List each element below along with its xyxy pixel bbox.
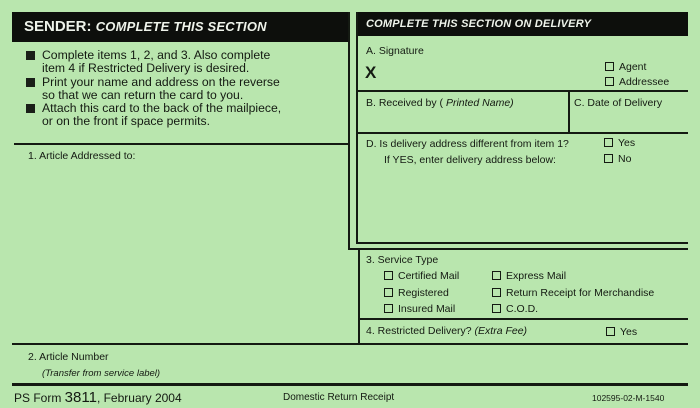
received-by-italic: Printed Name)	[443, 97, 514, 109]
different-address-label: D. Is delivery address different from item 1?	[366, 138, 569, 150]
border	[356, 242, 688, 244]
checkbox-icon	[605, 77, 614, 86]
received-by-field[interactable]	[362, 112, 562, 130]
divider	[358, 90, 688, 92]
divider	[14, 143, 350, 145]
instruction-text: or on the front if space permits.	[42, 114, 210, 129]
article-number-sub: (Transfer from service label)	[42, 368, 161, 379]
instruction-text: item 4 if Restricted Delivery is desired.	[42, 61, 250, 76]
checkbox-icon	[604, 138, 613, 147]
option-label: C.O.D.	[506, 303, 539, 315]
option-label: Insured Mail	[398, 303, 456, 315]
form-title: Domestic Return Receipt	[283, 392, 395, 403]
article-addressed-label: 1. Article Addressed to:	[28, 150, 136, 162]
cod-checkbox[interactable]	[492, 303, 538, 315]
form-code: 102595-02-M-1540	[592, 393, 665, 403]
received-by-label	[366, 97, 514, 109]
option-label: Registered	[398, 287, 449, 299]
restricted-delivery-label	[366, 325, 527, 337]
article-addressed-field[interactable]	[20, 165, 340, 335]
form-date: , February 2004	[96, 391, 182, 405]
delivery-section-header: COMPLETE THIS SECTION ON DELIVERY	[358, 12, 688, 36]
signature-field[interactable]	[390, 58, 590, 86]
option-label: Agent	[619, 61, 647, 73]
border	[348, 248, 688, 250]
restricted-text: 4. Restricted Delivery?	[366, 325, 475, 337]
sender-header-bold: SENDER:	[24, 18, 92, 35]
option-label: Express Mail	[506, 270, 567, 282]
express-mail-checkbox[interactable]	[492, 270, 566, 282]
checkbox-icon	[384, 304, 393, 313]
option-label: No	[618, 153, 632, 165]
option-label: Yes	[620, 326, 638, 338]
divider	[360, 318, 688, 320]
instruction-text: Complete items 1, 2, and 3. Also complete	[42, 48, 271, 62]
different-address-no-checkbox[interactable]	[604, 153, 631, 165]
sender-header-italic: COMPLETE THIS SECTION	[95, 19, 267, 34]
sender-section-header	[12, 12, 348, 42]
signature-label: A. Signature	[366, 45, 424, 57]
form-prefix: PS Form	[14, 391, 65, 405]
divider	[358, 132, 688, 134]
instruction-text: Print your name and address on the reverse	[42, 74, 280, 89]
sender-instructions	[26, 49, 346, 129]
different-address-yes-checkbox[interactable]	[604, 137, 635, 149]
addressee-checkbox[interactable]	[605, 76, 669, 88]
service-type-label: 3. Service Type	[366, 254, 439, 266]
option-label: Certified Mail	[398, 270, 460, 282]
checkbox-icon	[604, 154, 613, 163]
signature-x-mark: X	[365, 63, 377, 82]
option-label: Yes	[618, 137, 636, 149]
enter-address-label: If YES, enter delivery address below:	[384, 154, 556, 166]
delivery-address-field[interactable]	[362, 172, 682, 238]
certified-mail-checkbox[interactable]	[384, 270, 459, 282]
instruction-3	[26, 102, 346, 129]
bullet-square-icon	[26, 78, 35, 87]
instruction-text: so that we can return the card to you.	[42, 87, 244, 102]
return-receipt-merchandise-checkbox[interactable]	[492, 287, 654, 299]
checkbox-icon	[492, 304, 501, 313]
border	[358, 250, 360, 343]
divider	[568, 90, 570, 132]
instruction-text: Attach this card to the back of the mailpiece,	[42, 101, 282, 116]
checkbox-icon	[384, 271, 393, 280]
instruction-2	[26, 76, 346, 103]
checkbox-icon	[384, 288, 393, 297]
registered-checkbox[interactable]	[384, 287, 449, 299]
date-of-delivery-field[interactable]	[574, 112, 684, 130]
divider	[12, 343, 688, 345]
form-id	[14, 389, 182, 406]
checkbox-icon	[605, 62, 614, 71]
article-number-field[interactable]	[200, 350, 680, 380]
divider	[12, 383, 688, 386]
border	[356, 12, 358, 244]
option-label: Return Receipt for Merchandise	[506, 287, 655, 299]
received-by-text: B. Received by (	[366, 97, 444, 109]
article-number-label: 2. Article Number	[28, 351, 109, 363]
agent-checkbox[interactable]	[605, 61, 646, 73]
border	[348, 12, 350, 250]
bullet-square-icon	[26, 104, 35, 113]
date-of-delivery-label: C. Date of Delivery	[574, 97, 663, 109]
form-number: 3811	[64, 389, 97, 406]
insured-mail-checkbox[interactable]	[384, 303, 455, 315]
checkbox-icon	[492, 288, 501, 297]
checkbox-icon	[492, 271, 501, 280]
restricted-italic: (Extra Fee)	[474, 325, 528, 337]
bullet-square-icon	[26, 51, 35, 60]
instruction-1	[26, 49, 346, 76]
restricted-yes-checkbox[interactable]	[606, 326, 637, 338]
option-label: Addressee	[619, 76, 670, 88]
checkbox-icon	[606, 327, 615, 336]
